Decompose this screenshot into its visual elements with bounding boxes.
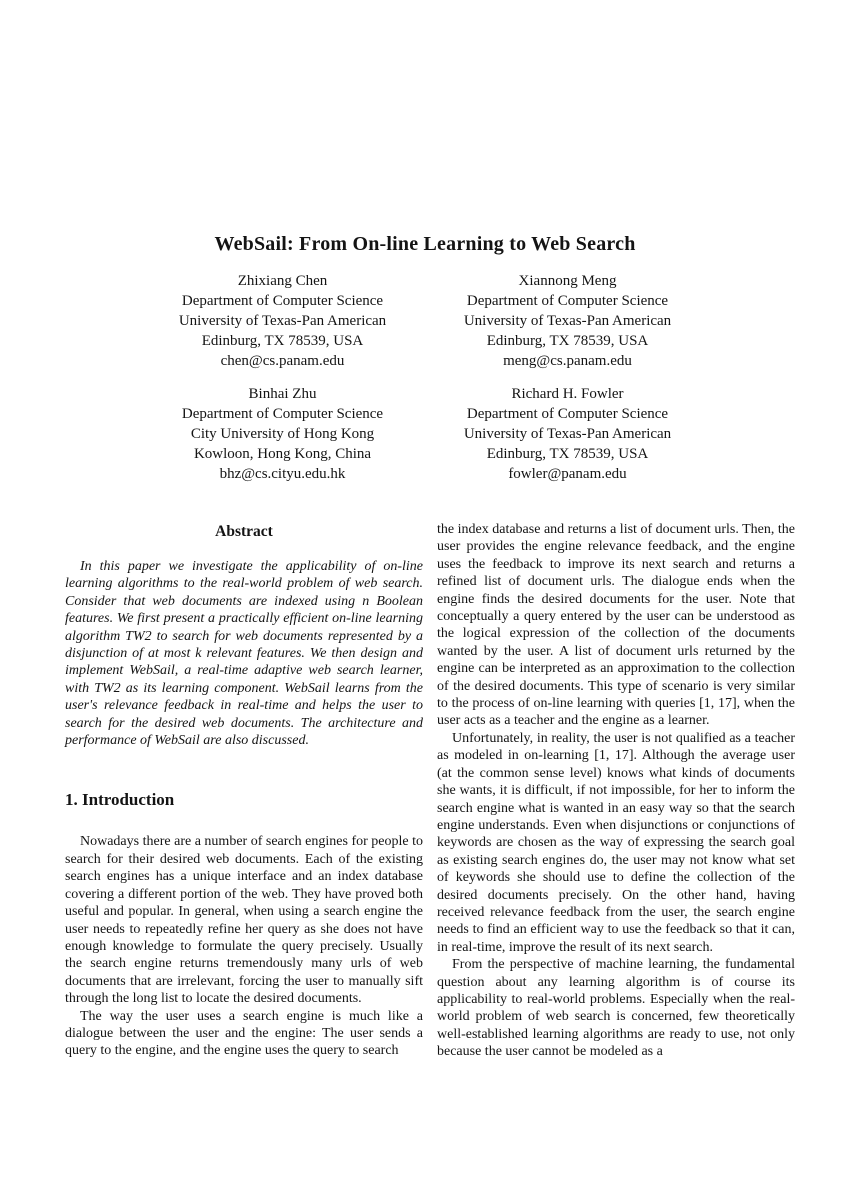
author-city: Edinburg, TX 78539, USA xyxy=(201,333,364,349)
authors-block xyxy=(140,271,710,484)
right-column-paragraph-1: the index database and returns a list of document urls. Then, the user provides the engine relevance feedback, and the engine uses the feedback to improve its next search and returns a refined list of document urls. The dialogue ends when the engine finds the desired documents for the user. Note that conceptually a query entered by the user can be understood as the logical expression of the collection of the documents wanted by the user. A list of document urls returned by the engine can be interpreted as an approximation to the collection of the desired documents. This type of scenario is very similar to the process of on-line learning with queries [1, 17], when the user acts as a teacher and the engine as a learner. xyxy=(437,522,795,729)
author-university: University of Texas-Pan American xyxy=(463,313,672,329)
author-university: University of Texas-Pan American xyxy=(463,426,672,442)
author-name: Xiannong Meng xyxy=(518,273,617,289)
author-city: Kowloon, Hong Kong, China xyxy=(193,446,372,462)
author-city: Edinburg, TX 78539, USA xyxy=(486,446,649,462)
author-department: Department of Computer Science xyxy=(181,406,384,422)
author-email: bhz@cs.cityu.edu.hk xyxy=(219,466,346,482)
paper-title: WebSail: From On-line Learning to Web Search xyxy=(214,233,636,256)
left-column xyxy=(65,521,423,1061)
author-name: Zhixiang Chen xyxy=(237,273,328,289)
author-email: chen@cs.panam.edu xyxy=(220,353,345,369)
author-department: Department of Computer Science xyxy=(466,293,669,309)
abstract-heading: Abstract xyxy=(215,523,273,540)
author-email: meng@cs.panam.edu xyxy=(503,353,632,369)
right-column-paragraph-2: Unfortunately, in reality, the user is not qualified as a teacher as modeled in on-learning [1, 17]. Although the average user (at the common sense level) knows what kinds of documents she wants, it is difficult, if not impossible, for her to inform the search engine what is wanted in an easy way so that the search engine understands. Even when disjunctions or conjunctions of keywords are chosen as the way of expressing the search goal as existing search engines do, the user may not know what set of keywords she should use to define the collection of the desired documents precisely. On the other hand, having received relevance feedback from the user, the search engine needs to find an efficient way to use the feedback so that it can, in real-time, improve the result of its next search. xyxy=(437,730,795,955)
author-block-meng xyxy=(425,271,710,371)
introduction-paragraph-2: The way the user uses a search engine is much like a dialogue between the user and the engine: The user sends a query to the engine, and the engine uses the query to search xyxy=(65,1008,423,1059)
introduction-paragraph-1: Nowadays there are a number of search engines for people to search for their desired web documents. Each of the existing search engines has a unique interface and an index database covering a different portion of the web. They have proved both useful and popular. In general, when using a search engine the user needs to repeatedly refine her query as she does not have enough knowledge to formulate the query precisely. Usually the search engine returns tremendously many urls of web documents that are irrelevant, forcing the user to manually sift through the long list to locate the desired documents. xyxy=(65,834,423,1007)
abstract-text: In this paper we investigate the applicability of on-line learning algorithms to the real-world problem of web search. Consider that web documents are indexed using n Boolean features. We first present a practically efficient on-line learning algorithm TW2 to search for web documents represented by a disjunction of at most k relevant features. We then design and implement WebSail, a real-time adaptive web search learner, with TW2 as its learning component. WebSail learns from the user's relevance feedback in real-time and helps the user to search for the desired web documents. The architecture and performance of WebSail are also discussed. xyxy=(65,559,423,749)
two-column-body xyxy=(65,521,795,1061)
author-name: Binhai Zhu xyxy=(248,386,317,402)
author-name: Richard H. Fowler xyxy=(511,386,624,402)
author-city: Edinburg, TX 78539, USA xyxy=(486,333,649,349)
author-university: City University of Hong Kong xyxy=(190,426,375,442)
author-block-chen xyxy=(140,271,425,371)
author-block-fowler xyxy=(425,384,710,484)
author-department: Department of Computer Science xyxy=(466,406,669,422)
author-department: Department of Computer Science xyxy=(181,293,384,309)
right-column-paragraph-3: From the perspective of machine learning, the fundamental question about any learning algorithm is of course its applicability to real-world problems. Especially when the real-world problem of web search is concerned, few theoretically well-established learning algorithms are ready to use, not only because the user cannot be modeled as a xyxy=(437,957,795,1060)
right-column xyxy=(437,521,795,1061)
introduction-heading: 1. Introduction xyxy=(65,790,175,810)
author-block-zhu xyxy=(140,384,425,484)
author-email: fowler@panam.edu xyxy=(508,466,627,482)
author-university: University of Texas-Pan American xyxy=(178,313,387,329)
